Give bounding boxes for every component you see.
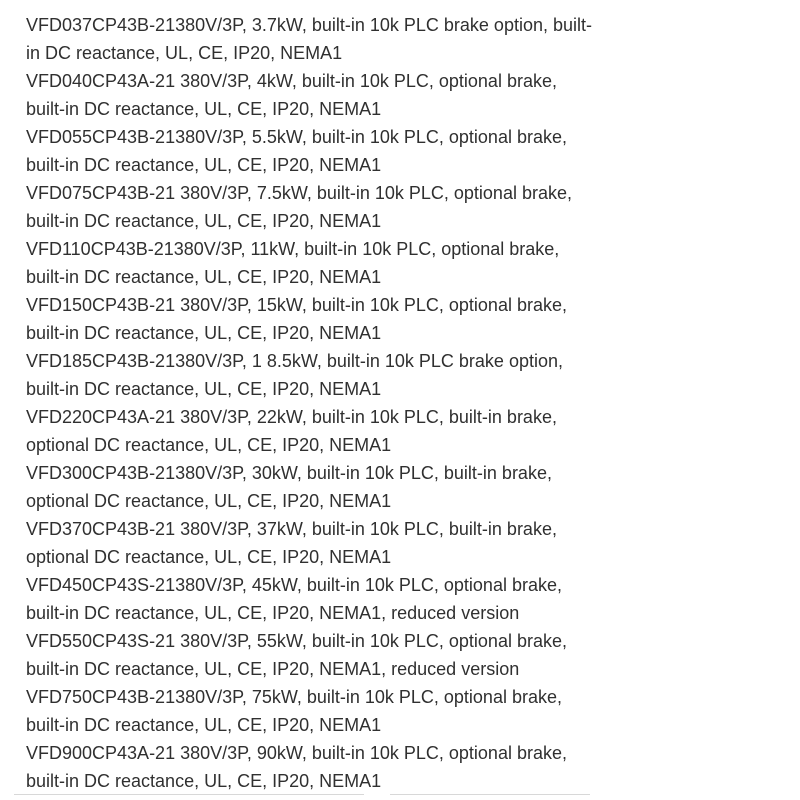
product-description-line: optional DC reactance, UL, CE, IP20, NEMA1 [26, 491, 392, 511]
product-entry-vfd075 [26, 179, 586, 235]
product-entry-vfd900 [26, 739, 586, 795]
product-description-line: VFD110CP43B-21380V/3P, 11kW, built-in 10k PLC, optional brake, [26, 239, 560, 259]
product-description-line: VFD037CP43B-21380V/3P, 3.7kW, built-in 10k PLC brake option, built- [26, 15, 592, 35]
product-entry-vfd037 [26, 11, 592, 67]
product-description-line: VFD185CP43B-21380V/3P, 1 8.5kW, built-in 10k PLC brake option, [26, 351, 563, 371]
product-description-line: VFD150CP43B-21 380V/3P, 15kW, built-in 10k PLC, optional brake, [26, 295, 567, 315]
product-entry-vfd750 [26, 683, 586, 739]
product-entry-vfd185 [26, 347, 586, 403]
product-entry-vfd055 [26, 123, 586, 179]
product-description-line: built-in DC reactance, UL, CE, IP20, NEMA1, reduced version [26, 659, 520, 679]
product-description-line: built-in DC reactance, UL, CE, IP20, NEMA1 [26, 211, 382, 231]
product-description-line: VFD300CP43B-21380V/3P, 30kW, built-in 10k PLC, built-in brake, [26, 463, 552, 483]
product-description-line: in DC reactance, UL, CE, IP20, NEMA1 [26, 43, 343, 63]
product-description-line: built-in DC reactance, UL, CE, IP20, NEMA1 [26, 379, 382, 399]
product-description-line: VFD220CP43A-21 380V/3P, 22kW, built-in 10k PLC, built-in brake, [26, 407, 557, 427]
product-description-line: VFD040CP43A-21 380V/3P, 4kW, built-in 10k PLC, optional brake, [26, 71, 557, 91]
product-description-line: built-in DC reactance, UL, CE, IP20, NEMA1 [26, 771, 382, 791]
product-description-line: VFD550CP43S-21 380V/3P, 55kW, built-in 10k PLC, optional brake, [26, 631, 567, 651]
product-description-line: built-in DC reactance, UL, CE, IP20, NEMA1 [26, 715, 382, 735]
product-entry-vfd040 [26, 67, 586, 123]
product-entry-vfd110 [26, 235, 586, 291]
product-description-line: built-in DC reactance, UL, CE, IP20, NEMA1 [26, 99, 382, 119]
product-description-line: VFD075CP43B-21 380V/3P, 7.5kW, built-in 10k PLC, optional brake, [26, 183, 572, 203]
product-entry-vfd450 [26, 571, 586, 627]
product-entry-vfd370 [26, 515, 586, 571]
product-description-line: VFD370CP43B-21 380V/3P, 37kW, built-in 10k PLC, built-in brake, [26, 519, 557, 539]
product-description-line: VFD750CP43B-21380V/3P, 75kW, built-in 10k PLC, optional brake, [26, 687, 562, 707]
product-description-line: VFD900CP43A-21 380V/3P, 90kW, built-in 10k PLC, optional brake, [26, 743, 567, 763]
product-description-line: optional DC reactance, UL, CE, IP20, NEMA1 [26, 435, 392, 455]
product-description-line: built-in DC reactance, UL, CE, IP20, NEMA1, reduced version [26, 603, 520, 623]
product-description-line: built-in DC reactance, UL, CE, IP20, NEMA1 [26, 267, 382, 287]
product-entry-vfd150 [26, 291, 586, 347]
bottom-divider-right [390, 794, 590, 795]
product-description-line: VFD055CP43B-21380V/3P, 5.5kW, built-in 10k PLC, optional brake, [26, 127, 567, 147]
product-list [26, 11, 592, 795]
bottom-divider-left [14, 794, 364, 795]
product-entry-vfd300 [26, 459, 586, 515]
product-description-line: optional DC reactance, UL, CE, IP20, NEMA1 [26, 547, 392, 567]
product-description-line: built-in DC reactance, UL, CE, IP20, NEMA1 [26, 155, 382, 175]
product-description-line: VFD450CP43S-21380V/3P, 45kW, built-in 10k PLC, optional brake, [26, 575, 562, 595]
product-description-line: built-in DC reactance, UL, CE, IP20, NEMA1 [26, 323, 382, 343]
product-entry-vfd220 [26, 403, 586, 459]
product-entry-vfd550 [26, 627, 586, 683]
